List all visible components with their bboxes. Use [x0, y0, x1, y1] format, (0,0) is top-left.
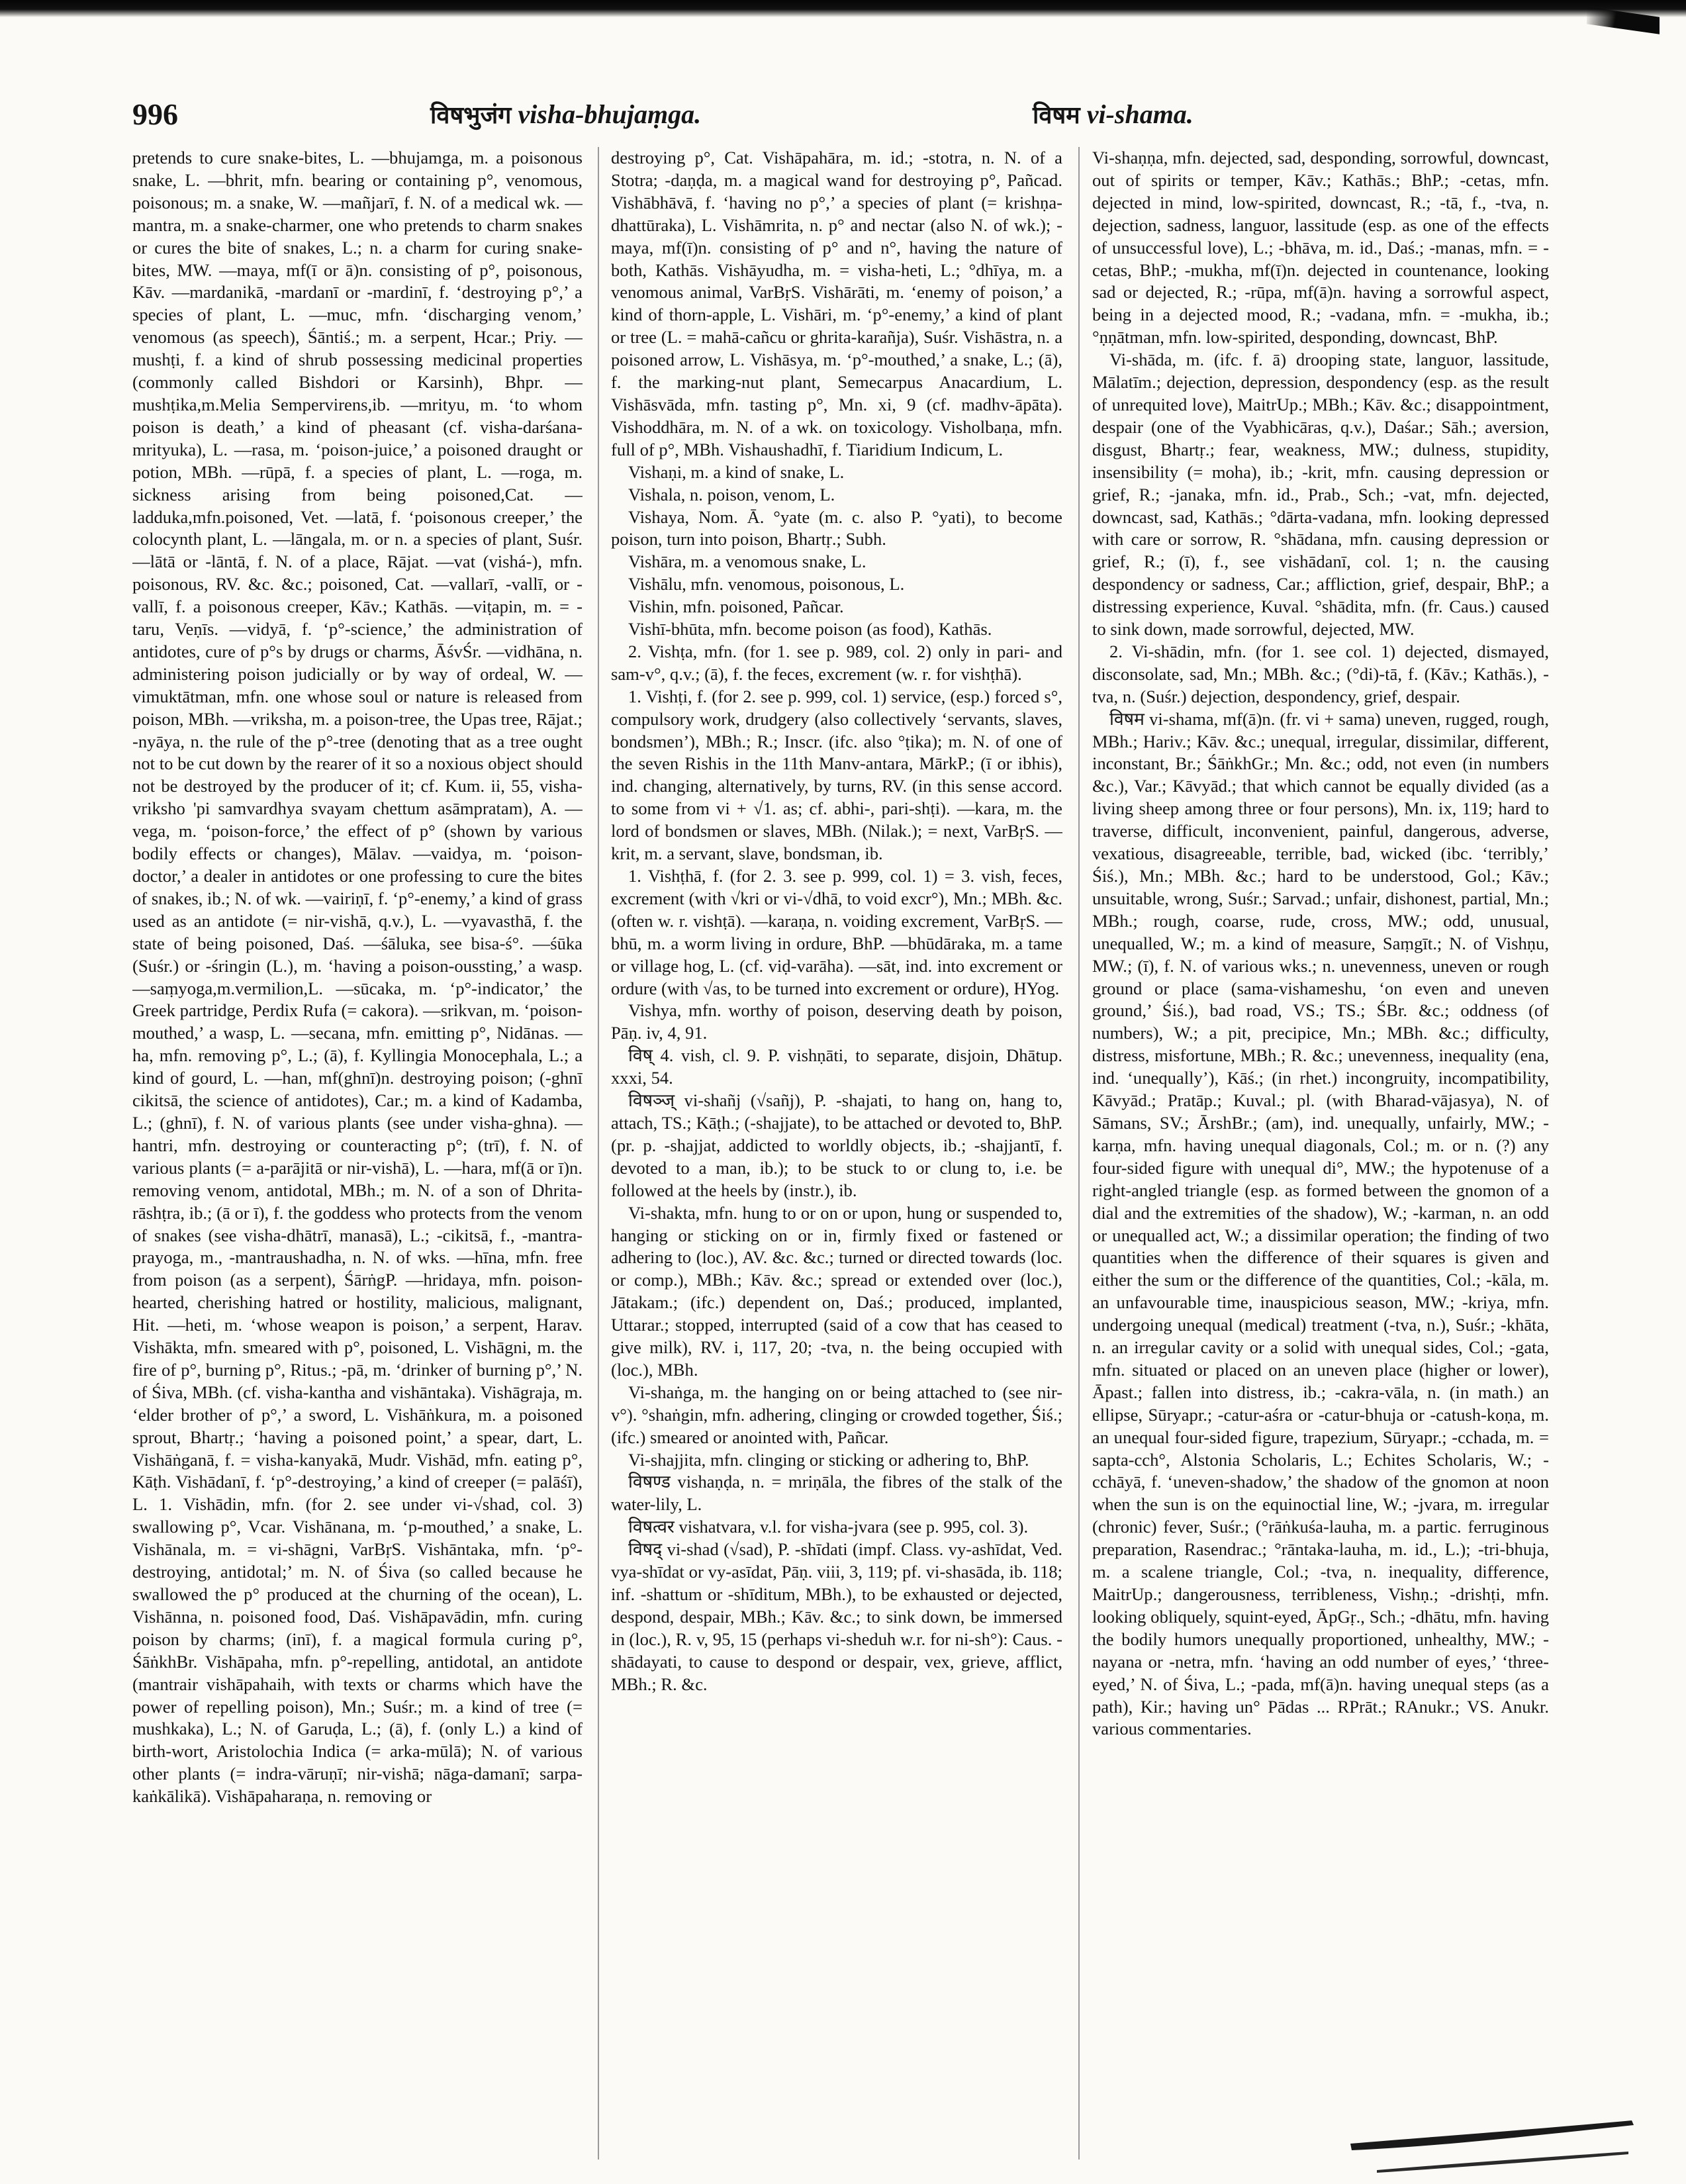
right-running-head-devanagari: विषम: [1033, 102, 1080, 129]
right-running-head: [1033, 98, 1194, 130]
dictionary-entry: Vishaya, Nom. Ā. °yate (m. c. also P. °yati), to become poison, turn into poison, Bhartṛ.; Subh.: [611, 506, 1062, 549]
dictionary-entry: Vi-shāda, m. (ifc. f. ā) drooping state, languor, lassitude, Mālatīm.; dejection, depression, despondency (esp. as the result of unrequited love), MaitrUp.; MBh.; Kāv. &c.; disappointment, despair (one of the Vyabhicāras, q.v.), Daśar.; Sāh.; aversion, disgust, Bhartṛ.; fear, weakness, MW.; dulness, stupidity, insensibility (= moha), ib.; -krit, mfn. causing depression or grief, R.; -janaka, mfn. id., Prab., Sch.; -vat, mfn. dejected, downcast, sad, Kathās.; °dārta-vadana, mfn. looking depressed with care or sorrow, R. °shādana, mfn. causing depression or grief, R.; (ī), f., see vishādanī, col. 1; n. the causing despondency or sadness, Car.; affliction, grief, despair, BhP.; a distressing experience, Kuval. °shādita, mfn. (fr. Caus.) caused to sink down, made sorrowful, dejected, MW.: [1092, 350, 1549, 640]
dictionary-entry: 1. Vishṭhā, f. (for 2. 3. see p. 999, col. 1) = 3. vish, feces, excrement (with √kri or vi-√dhā, to void excr°), Mn.; MBh. &c. (often w. r. vishṭā). —karaṇa, n. voiding excrement, VarBṛS. —bhū, m. a worm living in ordure, BhP. —bhūdāraka, m. a tame or village hog, L. (cf. viḍ-varāha). —sāt, ind. into excrement or ordure (with √as, to be turned into excrement or ordure), HYog.: [611, 866, 1062, 998]
dictionary-entry: Vi-shakta, mfn. hung to or on or upon, hung or suspended to, hanging or sticking on or in, firmly fixed or fastened or adhering to (loc.), AV. &c. &c.; turned or directed towards (loc. or comp.), MBh.; Kāv. &c.; spread or extended over (loc.), Jātakam.; (ifc.) dependent on, Daś.; produced, implanted, Uttarar.; stopped, interrupted (said of a cow that has ceased to give milk), RV. i, 117, 20; -tva, n. the being occupied with (loc.), MBh.: [611, 1202, 1062, 1380]
dictionary-entry: Vishya, mfn. worthy of poison, deserving death by poison, Pāṇ. iv, 4, 91.: [611, 1000, 1062, 1043]
column-3: [1092, 147, 1549, 2166]
dictionary-entry: 2. Vishṭa, mfn. (for 1. see p. 989, col. 2) only in pari- and sam-v°, q.v.; (ā), f. the feces, excrement (w. r. for vishṭhā).: [611, 641, 1062, 684]
dictionary-entry: विषण्ड vishaṇḍa, n. = mriṇāla, the fibres of the stalk of the water-lily, L.: [611, 1472, 1062, 1515]
scan-top-edge: [0, 0, 1686, 17]
dictionary-entry: Vishin, mfn. poisoned, Pañcar.: [628, 596, 844, 617]
dictionary-entry: विषत्वर vishatvara, v.l. for visha-jvara (see p. 995, col. 3).: [628, 1517, 1029, 1537]
dictionary-entry: विषम vi-shama, mf(ā)n. (fr. vi + sama) uneven, rugged, rough, MBh.; Hariv.; Kāv. &c.; unequal, irregular, dissimilar, different, inconstant, Br.; ŚāṅkhGr.; Mn. &c.; odd, not even (in numbers &c.), Var.; Kāvyād.; that which cannot be equally divided (as a living sheep among three or four persons), Mn. ix, 119; hard to traverse, difficult, inconvenient, painful, dangerous, adverse, vexatious, disagreeable, terrible, bad, wicked (ibc. ‘terribly,’ Śiś.), Mn.; MBh. &c.; hard to be understood, Gol.; Kāv.; unsuitable, wrong, Suśr.; Sarvad.; unfair, dishonest, partial, Mn.; MBh.; rough, coarse, rude, cross, MW.; odd, unusual, unequalled, W.; m. a kind of measure, Saṃgīt.; N. of Vishṇu, MW.; (ī), f. N. of various wks.; n. unevenness, uneven or rough ground or place (sama-vishameshu, ‘on even and uneven ground,’ Śiś.), bad road, VS.; TS.; ŚBr. &c.; oddness (of numbers), W.; a pit, precipice, Mn.; MBh. &c.; difficulty, distress, misfortune, MBh.; R. &c.; unevenness, inequality (ena, ind. ‘unequally’), Kāś.; (in rhet.) incongruity, incompatibility, Kāvyād.; Pratāp.; Kuval.; pl. (with Bharad-vājasya), N. of Sāmans, SV.; ĀrshBr.; (am), ind. unequally, unfairly, MW.; -karṇa, mfn. having unequal diagonals, Col.; m. or n. (?) any four-sided figure with unequal di°, MW.; the hypotenuse of a right-angled triangle (esp. as formed between the gnomon of a dial and the extremities of the shadow), W.; -karman, n. an odd or unequalled act, W.; a dissimilar operation; the finding of two quantities when the difference of their squares is given and either the sum or the difference of the quantities, Col.; -kāla, m. an unfavourable time, inauspicious season, MW.; -kriya, mfn. undergoing unequal (medical) treatment (-tva, n.), Suśr.; -khāta, n. an irregular cavity or a solid with unequal sides, Col.; -gata, mfn. situated or placed on an uneven place (higher or lower), Āpast.; fallen into distress, ib.; -cakra-vāla, n. (in math.) an ellipse, Sūryapr.; -catur-aśra or -catur-bhuja or -catush-koṇa, m. an unequal four-sided figure, trapezium, Sūryapr.; -cchada, m. = sapta-cch°, Alstonia Scholaris, L.; Echites Scholaris, W.; -cchāyā, f. ‘uneven-shadow,’ the shadow of the gnomon at noon when the sun is on the equinoctial line, W.; -jvara, m. irregular (chronic) fever, Suśr.; (°rāṅkuśa-lauha, m. a partic. ferruginous preparation, Rasendrac.; °rāntaka-lauha, m. id., L.); -tri-bhuja, m. a scalene triangle, Col.; -tva, n. inequality, difference, MaitrUp.; dangerousness, terribleness, Vishṇ.; -drishṭi, mfn. looking obliquely, squint-eyed, ĀpGṛ., Sch.; -dhātu, mfn. having the bodily humors unequally proportioned, unhealthy, MW.; -nayana or -netra, mfn. ‘having an odd number of eyes,’ ‘three-eyed,’ N. of Śiva, L.; -pada, mf(ā)n. having unequal steps (as a path), Kir.; having un° Pādas ... RPrāt.; RAnukr.; VS. Anukr. various commentaries.: [1092, 708, 1549, 1739]
dictionary-entry: Vi-shaṇṇa, mfn. dejected, sad, desponding, sorrowful, downcast, out of spirits or temper, Kāv.; Kathās.; BhP.; -cetas, mfn. dejected in mind, low-spirited, downcast, R.; -tā, f., -tva, n. dejection, sadness, languor, lassitude (esp. as one of the effects of unsuccessful love), L.; -bhāva, m. id., Daś.; -manas, mfn. = -cetas, BhP.; -mukha, mf(ī)n. dejected in countenance, looking sad or dejected, R.; -rūpa, mf(ā)n. having a sorrowful aspect, being in a dejected mood, R.; -vadana, mfn. = -mukha, ib.; °ṇṇātman, mfn. low-spirited, desponding, downcast, BhP.: [1092, 148, 1549, 348]
dictionary-entry: Vi-shaṅga, m. the hanging on or being attached to (see nir-v°). °shaṅgin, mfn. adhering, clinging or crowded together, Śiś.; (ifc.) smeared or anointed with, Pañcar.: [611, 1382, 1062, 1447]
page-number: 996: [132, 97, 178, 131]
dictionary-entry: विष् 4. vish, cl. 9. P. vishṇāti, to separate, disjoin, Dhātup. xxxi, 54.: [611, 1045, 1062, 1088]
dictionary-entry: विषञ्ज् vi-shañj (√sañj), P. -shajati, to hang on, hang to, attach, TS.; Kāṭh.; (-shajjate), to be attached or devoted to, BhP. (pr. p. -shajjat, addicted to worldly objects, ib.; -shajjantī, f. devoted to a man, ib.); to be stuck to or clung to, i.e. be followed at the heels by (instr.), ib.: [611, 1090, 1062, 1200]
dictionary-entry: विषद् vi-shad (√sad), P. -shīdati (impf. Class. vy-ashīdat, Ved. vya-shīdat or vy-asīdat, Pāṇ. viii, 3, 119; pf. vi-shasāda, ib. 118; inf. -shattum or -shīditum, MBh.), to be exhausted or dejected, despond, despair, MBh.; Kāv. &c.; to sink down, be immersed in (loc.), R. v, 95, 15 (perhaps vi-sheduh w.r. for ni-sh°): Caus. -shādayati, to cause to despond or despair, vex, grieve, afflict, MBh.; R. &c.: [611, 1539, 1062, 1694]
margin-pen-stroke: [1350, 2117, 1635, 2177]
right-running-head-roman: vi-shama.: [1086, 99, 1194, 129]
column-1: [132, 147, 583, 2166]
dictionary-body: [132, 147, 1554, 2166]
left-running-head-roman: visha-bhujaṃga.: [518, 99, 702, 129]
dictionary-entry: Vi-shajjita, mfn. clinging or sticking or adhering to, BhP.: [628, 1449, 1029, 1470]
dictionary-entry: 1. Vishṭi, f. (for 2. see p. 999, col. 1) service, (esp.) forced s°, compulsory work, drudgery (also collectively ‘servants, slaves, bondsmen’), MBh.; R.; Inscr. (ifc. also °ṭika); m. N. of one of the seven Rishis in the 11th Manv-antara, MārkP.; (ī or ibhis), ind. changing, alternatively, by turns, RV. (in this sense accord. to some from vi + √1. as; cf. abhi-, pari-shṭi). —kara, m. the lord of bondsmen or slaves, MBh. (Nilak.); = next, VarBṛS. —krit, m. a servant, slave, bondsman, ib.: [611, 686, 1062, 864]
dictionary-entry: Vishālu, mfn. venomous, poisonous, L.: [628, 574, 905, 594]
left-running-head-devanagari: विषभुजंग: [430, 102, 512, 129]
column-2: [611, 147, 1062, 2166]
left-running-head: [430, 98, 701, 130]
dictionary-entry: pretends to cure snake-bites, L. —bhujamga, m. a poisonous snake, L. —bhrit, mfn. bearing or containing p°, venomous, poisonous; m. a snake, W. —mañjarī, f. N. of a medical wk. —mantra, m. a snake-charmer, one who pretends to charm snakes or cures the bite of snakes, L.; n. a charm for curing snake-bites, MW. —maya, mf(ī or ā)n. consisting of p°, poisonous, Kāv. —mardanikā, -mardanī or -mardinī, f. ‘destroying p°,’ a species of plant, L. —muc, mfn. ‘discharging venom,’ venomous (as speech), Śāntiś.; m. a serpent, Hcar.; Priy. —mushṭi, f. a kind of shrub possessing medicinal properties (commonly called Bishdori or Karsinh), Bhpr. —mushṭika,m.Melia Sempervirens,ib. —mrityu, m. ‘to whom poison is death,’ a kind of pheasant (cf. visha-darśana-mrityuka), L. —rasa, m. ‘poison-juice,’ a poisoned draught or potion, MBh. —rūpā, f. a species of plant, L. —roga, m. sickness arising from being poisoned,Cat. —ladduka,mfn.poisoned, Vet. —latā, f. ‘poisonous creeper,’ the colocynth plant, L. —lāngala, m. or n. a species of plant, Suśr. —lātā or -lāntā, f. N. of a place, Rājat. —vat (vishá-), mfn. poisonous, RV. &c. &c.; poisoned, Cat. —vallarī, -vallī, or -vallī, f. a poisonous creeper, Kāv.; Kathās. —viṭapin, m. = -taru, Veṇīs. —vidyā, f. ‘p°-science,’ the administration of antidotes, cure of p°s by drugs or charms, ĀśvŚr. —vidhāna, n. administering poison judicially or by way of ordeal, W. —vimuktātman, mfn. one whose soul or nature is released from poison, MBh. —vriksha, m. a poison-tree, the Upas tree, Rājat.; -nyāya, n. the rule of the p°-tree (denoting that as a tree ought not to be cut down by the rearer of it so a noxious object should not be destroyed by the producer of it; cf. Kum. ii, 55, visha-vriksho 'pi samvardhya svayam chettum asāmpratam), A. —vega, m. ‘poison-force,’ the effect of p° (shown by various bodily effects or changes), Mālav. —vaidya, m. ‘poison-doctor,’ a dealer in antidotes or one professing to cure the bites of snakes, ib.; N. of wk. —vairiṇī, f. ‘p°-enemy,’ a kind of grass used as an antidote (= nir-vishā, q.v.), L. —vyavasthā, f. the state of being poisoned, Daś. —śāluka, see bisa-ś°. —śūka (Suśr.) or -śringin (L.), m. ‘having a poison-oussting,’ a wasp. —saṃyoga,m.vermilion,L. —sūcaka, m. ‘p°-indicator,’ the Greek partridge, Perdix Rufa (= cakora). —srikvan, m. ‘poison-mouthed,’ a wasp, L. —secana, mfn. emitting p°, Nidānas. —ha, mfn. removing p°, L.; (ā), f. Kyllingia Monocephala, L.; a kind of gourd, L. —han, mf(ghnī)n. destroying poison; (-ghnī cikitsā, the science of antidotes), Car.; m. a kind of Kadamba, L.; (ghnī), f. N. of various plants (see under visha-ghna). —hantri, mfn. destroying or counteracting p°; (trī), f. N. of various plants (= a-parājitā or nir-vishā), L. —hara, mf(ā or ī)n. removing venom, antidotal, MBh.; m. N. of a son of Dhrita-rāshṭra, ib.; (ā or ī), f. the goddess who protects from the venom of snakes (see visha-dhātrī, manasā), L.; -cikitsā, f., -mantra-prayoga, m., -mantraushadha, n. N. of wks. —hīna, mfn. free from poison (as a serpent), ŚārṅgP. —hridaya, mfn. poison-hearted, cherishing hatred or hostility, malicious, malignant, Hit. —heti, m. ‘whose weapon is poison,’ a serpent, Harav. Vishākta, mfn. smeared with p°, poisoned, L. Vishāgni, m. the fire of p°, burning p°, Ritus.; -pā, m. ‘drinker of burning p°,’ N. of Śiva, MBh. (cf. visha-kantha and vishāntaka). Vishāgraja, m. ‘elder brother of p°,’ a sword, L. Vishāṅkura, m. a poisoned sprout, Bhartṛ.; ‘having a poisoned point,’ a spear, dart, L. Vishāṅganā, f. = visha-kanyakā, Mudr. Vishād, mfn. eating p°, Kāṭh. Vishādanī, f. ‘p°-destroying,’ a kind of creeper (= palāśī), L. 1. Vishādin, mfn. (for 2. see under vi-√shad, col. 3) swallowing p°, Vcar. Vishānana, m. ‘p-mouthed,’ a snake, L. Vishānala, m. = vi-shāgni, VarBṛS. Vishāntaka, mfn. ‘p°-destroying, antidotal;’ m. N. of Śiva (so called because he swallowed the p° produced at the churning of the ocean), L. Vishānna, n. poisoned food, Daś. Vishāpavādin, mfn. curing poison by charms; (inī), f. a magical formula curing p°, ŚāṅkhBr. Vishāpaha, mfn. p°-repelling, antidotal, an antidote (mantrair vishāpahaih, with texts or charms which have the power of repelling poison), Mn.; Suśr.; m. a kind of tree (= mushkaka), L.; N. of Garuḍa, L.; (ā), f. (only L.) a kind of birth-wort, Aristolochia Indica (= arka-mūlā); N. of various other plants (= indra-vāruṇī; nir-vishā; nāga-damanī; sarpa-kaṅkālikā). Vishāpaharaṇa, n. removing or: [132, 148, 583, 1807]
dictionary-entry: Vishāra, m. a venomous snake, L.: [628, 551, 866, 572]
dictionary-entry: 2. Vi-shādin, mfn. (for 1. see col. 1) dejected, dismayed, disconsolate, sad, Mn.; MBh. &c.; (°di)-tā, f. (Kāv.; Kathās.), -tva, n. (Suśr.) dejection, despondency, grief, despair.: [1092, 641, 1549, 706]
dictionary-entry: Vishaṇi, m. a kind of snake, L.: [628, 461, 845, 482]
dictionary-entry: Vishala, n. poison, venom, L.: [628, 484, 835, 504]
page-header: [132, 97, 1549, 136]
dictionary-entry: destroying p°, Cat. Vishāpahāra, m. id.; -stotra, n. N. of a Stotra; -daṇḍa, m. a magical wand for destroying p°, Pañcad. Vishābhāvā, f. ‘having no p°,’ a species of plant (= krishṇa-dhattūraka), L. Vishāmrita, n. p° and nectar (also N. of wk.); -maya, mf(ī)n. consisting of p° and n°, having the nature of both, Kathās. Vishāyudha, m. = visha-heti, L.; °dhīya, m. a venomous animal, VarBṛS. Vishārāti, m. ‘enemy of poison,’ a kind of thorn-apple, L. Vishāri, m. ‘p°-enemy,’ a kind of plant or tree (L. = mahā-cañcu or ghrita-karañja), Suśr. Vishāstra, n. a poisoned arrow, L. Vishāsya, m. ‘p°-mouthed,’ a snake, L.; (ā), f. the marking-nut plant, Semecarpus Anacardium, L. Vishāsvāda, mfn. tasting p°, Mn. xi, 9 (cf. madhv-āpāta). Vishoddhāra, m. N. of a wk. on toxicology. Visholbaṇa, mfn. full of p°, MBh. Vishaushadhī, f. Tiaridium Indicum, L.: [611, 148, 1062, 459]
dictionary-entry: Vishī-bhūta, mfn. become poison (as food), Kathās.: [628, 619, 992, 640]
